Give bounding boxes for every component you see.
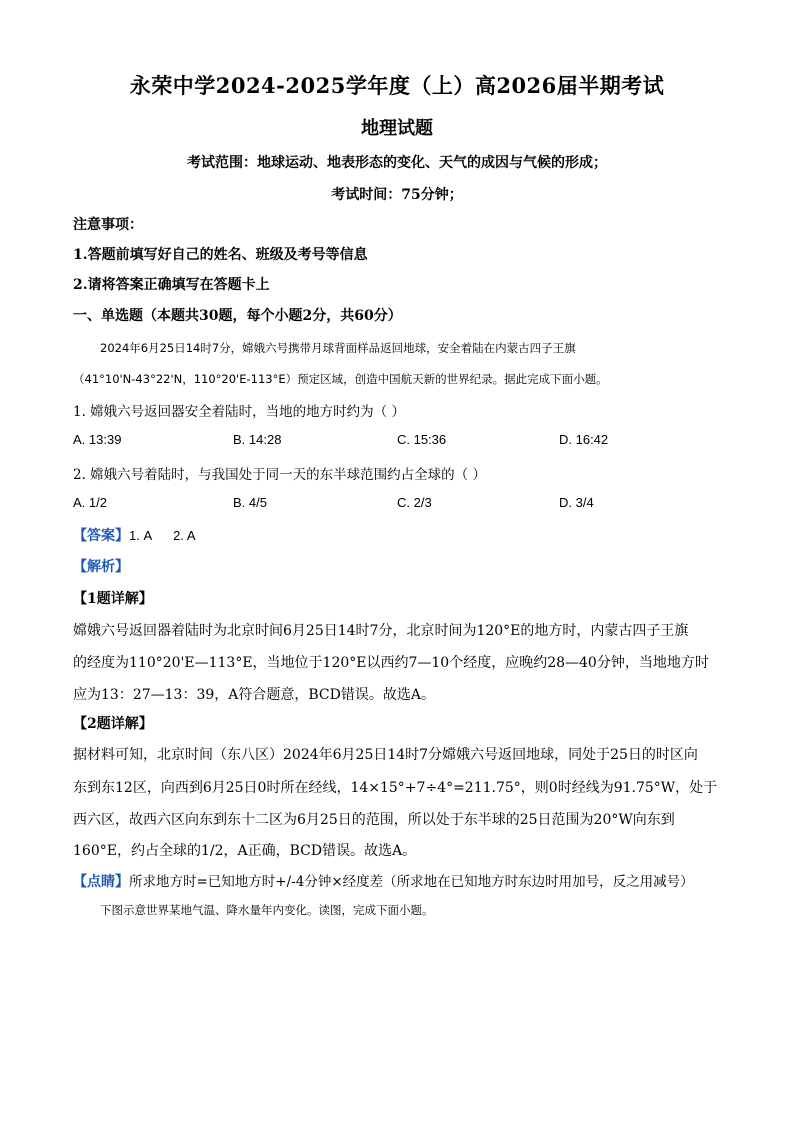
question-1-options — [73, 432, 728, 450]
question-2-stem: 2. 嫦娥六号着陆时，与我国处于同一天的东半球范围约占全球的（ ） — [73, 467, 486, 483]
material-2-line-1: 下图示意世界某地气温、降水量年内变化。读图，完成下面小题。 — [100, 903, 434, 917]
analysis-label: 【解析】 — [73, 559, 129, 575]
notice-heading: 注意事项： — [73, 217, 143, 233]
question-2-options — [73, 495, 728, 513]
exam-scope: 考试范围：地球运动、地表形态的变化、天气的成因与气候的形成； — [187, 155, 607, 171]
detail-1-line-3: 应为13：27—13：39，A符合题意，BCD错误。故选A。 — [73, 687, 435, 703]
notice-item-1: 1.答题前填写好自己的姓名、班级及考号等信息 — [73, 247, 368, 263]
question-2-option-b: B. 4/5 — [233, 495, 267, 510]
tip-text: 所求地方时=已知地方时+/-4分钟×经度差（所求地在已知地方时东边时用加号，反之用减号） — [129, 874, 694, 890]
question-2-option-a: A. 1/2 — [73, 495, 107, 510]
question-1-stem: 1. 嫦娥六号返回器安全着陆时，当地的地方时约为（ ） — [73, 404, 405, 420]
question-1-option-b: B. 14:28 — [233, 432, 282, 447]
material-1-line-2: （41°10'N-43°22'N，110°20'E-113°E）预定区域，创造中国航天新的世界纪录。据此完成下面小题。 — [73, 372, 608, 386]
answer-row — [73, 525, 196, 545]
question-1-option-d: D. 16:42 — [559, 432, 609, 447]
question-2-option-c: C. 2/3 — [397, 495, 432, 510]
tip-label: 【点睛】 — [73, 874, 129, 890]
notice-item-2: 2.请将答案正确填写在答题卡上 — [73, 277, 270, 293]
exam-subject: 地理试题 — [361, 118, 433, 139]
detail-2-line-2: 东到东12区，向西到6月25日0时所在经线，14×15°+7÷4°=211.75°，则0时经线为91.75°W，处于 — [73, 780, 718, 796]
detail-1-line-1: 嫦娥六号返回器着陆时为北京时间6月25日14时7分，北京时间为120°E的地方时，内蒙古四子王旗 — [73, 623, 689, 639]
tip-row — [73, 870, 694, 891]
question-2-option-d: D. 3/4 — [559, 495, 594, 510]
detail-1-line-2: 的经度为110°20'E—113°E，当地位于120°E以西约7—10个经度，应晚约28—40分钟，当地地方时 — [73, 655, 709, 671]
detail-2-label: 【2题详解】 — [73, 716, 153, 732]
answer-label: 【答案】 — [73, 528, 129, 544]
detail-2-line-4: 160°E，约占全球的1/2，A正确，BCD错误。故选A。 — [73, 843, 417, 859]
question-1-option-c: C. 15:36 — [397, 432, 447, 447]
exam-title: 永荣中学2024-2025学年度（上）高2026届半期考试 — [129, 73, 665, 98]
analysis-row — [73, 556, 129, 576]
material-1-line-1: 2024年6月25日14时7分，嫦娥六号携带月球背面样品返回地球，安全着陆在内蒙古四子王旗 — [100, 341, 576, 355]
detail-2-line-3: 西六区，故西六区向东到东十二区为6月25日的范围，所以处于东半球的25日范围为20°W向东到 — [73, 812, 675, 828]
exam-time: 考试时间：75分钟； — [331, 187, 463, 203]
question-1-option-a: A. 13:39 — [73, 432, 122, 447]
detail-1-label: 【1题详解】 — [73, 591, 153, 607]
detail-2-line-1: 据材料可知，北京时间（东八区）2024年6月25日14时7分嫦娥六号返回地球，同处于25日的时区向 — [73, 747, 698, 763]
section-heading: 一、单选题（本题共30题，每个小题2分，共60分） — [73, 308, 402, 324]
answer-text: 1. A 2. A — [129, 528, 196, 543]
